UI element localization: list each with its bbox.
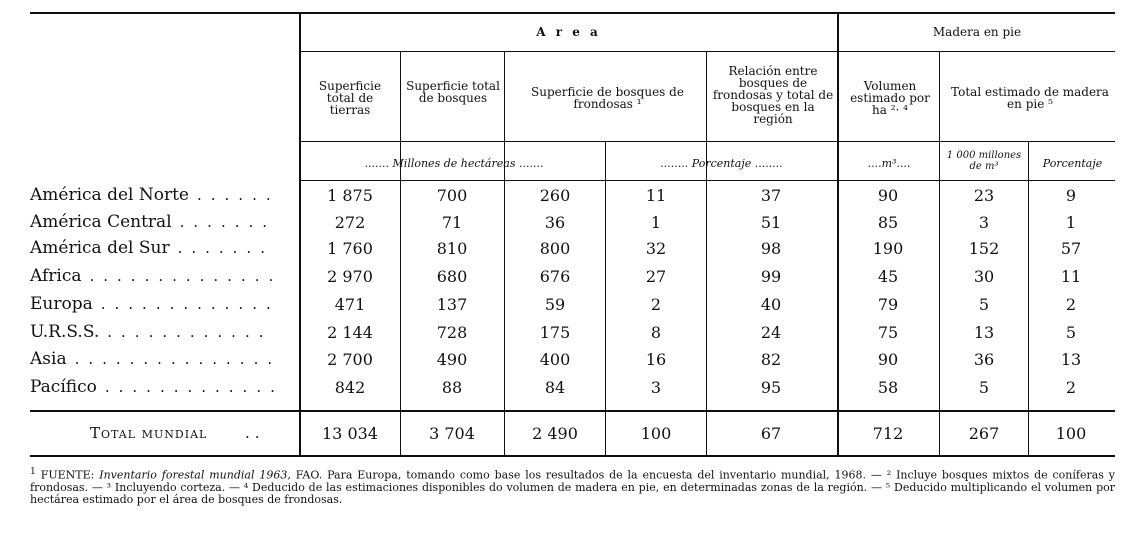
row-leader-dots: ............. xyxy=(104,378,284,396)
unit-porcentaje: ........ Porcentaje ........ xyxy=(660,157,783,170)
top-rule xyxy=(30,12,1115,14)
col-superficie-tierras: Superficie total de tierras xyxy=(318,79,382,117)
table-cell: 152 xyxy=(968,239,1000,258)
table-cell: 23 xyxy=(973,186,995,205)
col-rule-5 xyxy=(837,12,839,457)
unit-mil-millones: 1 000 millones de m³ xyxy=(946,150,1022,172)
table-cell: 700 xyxy=(436,186,468,205)
table-cell: 82 xyxy=(760,350,782,369)
footnote-source-title: Inventario forestal mundial 1963, xyxy=(99,468,291,482)
table-cell: 400 xyxy=(539,350,571,369)
table-cell: 11 xyxy=(1060,267,1082,286)
table-cell: 99 xyxy=(760,267,782,286)
table-cell: 13 xyxy=(973,323,995,342)
unit-millones: ....... Millones de hectáreas ....... xyxy=(364,157,544,170)
row-leader-dots: ....... xyxy=(179,213,277,231)
table-cell: 51 xyxy=(760,213,782,232)
table-cell: 800 xyxy=(539,239,571,258)
table-cell: 84 xyxy=(544,378,566,397)
table-cell: 5 xyxy=(1065,323,1077,342)
table-cell: 2 970 xyxy=(327,267,373,286)
table-cell: 2 xyxy=(1065,295,1077,314)
row-label: América Central xyxy=(30,212,172,232)
row-label: Africa xyxy=(30,266,82,286)
table-cell: 45 xyxy=(877,267,899,286)
table-cell: 490 xyxy=(436,350,468,369)
total-cell: 13 034 xyxy=(322,424,378,443)
col-rule-3 xyxy=(605,141,606,457)
col-superficie-frondosas: Superficie de bosques de frondosas ¹ xyxy=(531,85,684,111)
col-rule-0 xyxy=(299,12,301,457)
table-cell: 175 xyxy=(539,323,571,342)
table-cell: 3 xyxy=(978,213,990,232)
table-cell: 272 xyxy=(334,213,366,232)
table-cell: 36 xyxy=(973,350,995,369)
table-cell: 40 xyxy=(760,295,782,314)
total-cell: 3 704 xyxy=(429,424,475,443)
header-rule xyxy=(299,141,1115,142)
table-cell: 57 xyxy=(1060,239,1082,258)
table-cell: 1 xyxy=(650,213,662,232)
table-cell: 9 xyxy=(1065,186,1077,205)
table-cell: 810 xyxy=(436,239,468,258)
table-cell: 260 xyxy=(539,186,571,205)
footnote: $^1$ FUENTE: Inventario forestal mundial 1963, FAO. Para Europa, tomando como base los resultados de la encuesta del inventario mundial, 1968. — ² Incluye bosques mixtos de coníferas y frondosas. — ³ Incluyendo corteza. — ⁴ Deducido de las estimaciones disponibles do volumen de madera en pie, en determinadas zonas de la región. — ⁵ Deducido multiplicando el volumen por hectárea estimado por el área de bosques de frondosas. xyxy=(30,466,1116,506)
table-cell: 58 xyxy=(877,378,899,397)
table-cell: 2 700 xyxy=(327,350,373,369)
table-cell: 728 xyxy=(436,323,468,342)
row-leader-dots: ............. xyxy=(100,295,280,313)
table-cell: 13 xyxy=(1060,350,1082,369)
table-cell: 90 xyxy=(877,350,899,369)
table-cell: 37 xyxy=(760,186,782,205)
row-label: América del Sur xyxy=(30,238,170,258)
total-cell: 2 490 xyxy=(532,424,578,443)
total-label: Total mundial xyxy=(90,424,208,442)
table-cell: 71 xyxy=(441,213,463,232)
row-label: América del Norte xyxy=(30,185,189,205)
madera-header: Madera en pie xyxy=(932,25,1022,39)
table-cell: 676 xyxy=(539,267,571,286)
total-cell: 67 xyxy=(760,424,782,443)
table-cell: 27 xyxy=(645,267,667,286)
total-cell: 100 xyxy=(1055,424,1087,443)
table-cell: 75 xyxy=(877,323,899,342)
row-label: Pacífico xyxy=(30,377,97,397)
table-cell: 471 xyxy=(334,295,366,314)
table-cell: 36 xyxy=(544,213,566,232)
row-label: Europa xyxy=(30,294,93,314)
col-rule-1 xyxy=(400,51,401,457)
row-label: Asia xyxy=(30,349,67,369)
table-cell: 2 xyxy=(650,295,662,314)
table-cell: 24 xyxy=(760,323,782,342)
total-cell: 100 xyxy=(640,424,672,443)
total-dots: .. xyxy=(245,424,265,442)
table-cell: 90 xyxy=(877,186,899,205)
table-cell: 95 xyxy=(760,378,782,397)
col-volumen: Volumen estimado por ha ²· ⁴ xyxy=(850,79,930,117)
col-relacion: Relación entre bosques de frondosas y total de bosques en la región xyxy=(712,64,834,126)
total-cell: 267 xyxy=(968,424,1000,443)
table-cell: 88 xyxy=(441,378,463,397)
table-cell: 8 xyxy=(650,323,662,342)
footnote-body: FAO. Para Europa, tomando como base los resultados de la encuesta del inventario mundial, 1968. — ² Incluye bosques mixtos de coníferas y frondosas. — ³ Incluyendo corteza. — ⁴ Deducido de las estimaciones disponibles do volumen de madera en pie, en determinadas zonas de la región. — ⁵ Deducido multiplicando el volumen por hectárea estimado por el área de bosques de frondosas. xyxy=(30,468,1116,506)
table-cell: 5 xyxy=(978,295,990,314)
area-header: A r e a xyxy=(536,25,601,39)
row-label: U.R.S.S. xyxy=(30,322,100,342)
table-cell: 11 xyxy=(645,186,667,205)
row-leader-dots: .............. xyxy=(89,267,283,285)
row-leader-dots: ....... xyxy=(177,239,274,257)
table-cell: 1 xyxy=(1065,213,1077,232)
col-superficie-bosques: Superficie total de bosques xyxy=(406,79,500,105)
table-cell: 30 xyxy=(973,267,995,286)
units-rule xyxy=(299,180,1115,181)
unit-m3: ....m³.... xyxy=(867,157,911,170)
footnote-source-label: FUENTE: xyxy=(40,468,95,482)
table-cell: 1 875 xyxy=(327,186,373,205)
table-cell: 59 xyxy=(544,295,566,314)
unit-porcentaje-2: Porcentaje xyxy=(1042,157,1103,170)
table-cell: 190 xyxy=(872,239,904,258)
table-cell: 32 xyxy=(645,239,667,258)
table-cell: 98 xyxy=(760,239,782,258)
col-rule-4 xyxy=(706,51,707,457)
total-bottom-rule xyxy=(30,455,1115,457)
table-cell: 79 xyxy=(877,295,899,314)
table-cell: 680 xyxy=(436,267,468,286)
table-cell: 842 xyxy=(334,378,366,397)
row-leader-dots: ...... xyxy=(197,186,280,204)
row-leader-dots: ............... xyxy=(74,350,282,368)
table-cell: 2 144 xyxy=(327,323,373,342)
col-total-madera: Total estimado de madera en pie ⁵ xyxy=(951,85,1109,111)
table-cell: 137 xyxy=(436,295,468,314)
table-cell: 1 760 xyxy=(327,239,373,258)
row-leader-dots: ............ xyxy=(107,323,273,341)
table-cell: 85 xyxy=(877,213,899,232)
total-cell: 712 xyxy=(872,424,904,443)
table-cell: 3 xyxy=(650,378,662,397)
col-rule-2 xyxy=(504,51,505,457)
table-cell: 5 xyxy=(978,378,990,397)
area-rule xyxy=(299,51,1115,52)
table-cell: 2 xyxy=(1065,378,1077,397)
total-top-rule xyxy=(30,410,1115,412)
table-cell: 16 xyxy=(645,350,667,369)
